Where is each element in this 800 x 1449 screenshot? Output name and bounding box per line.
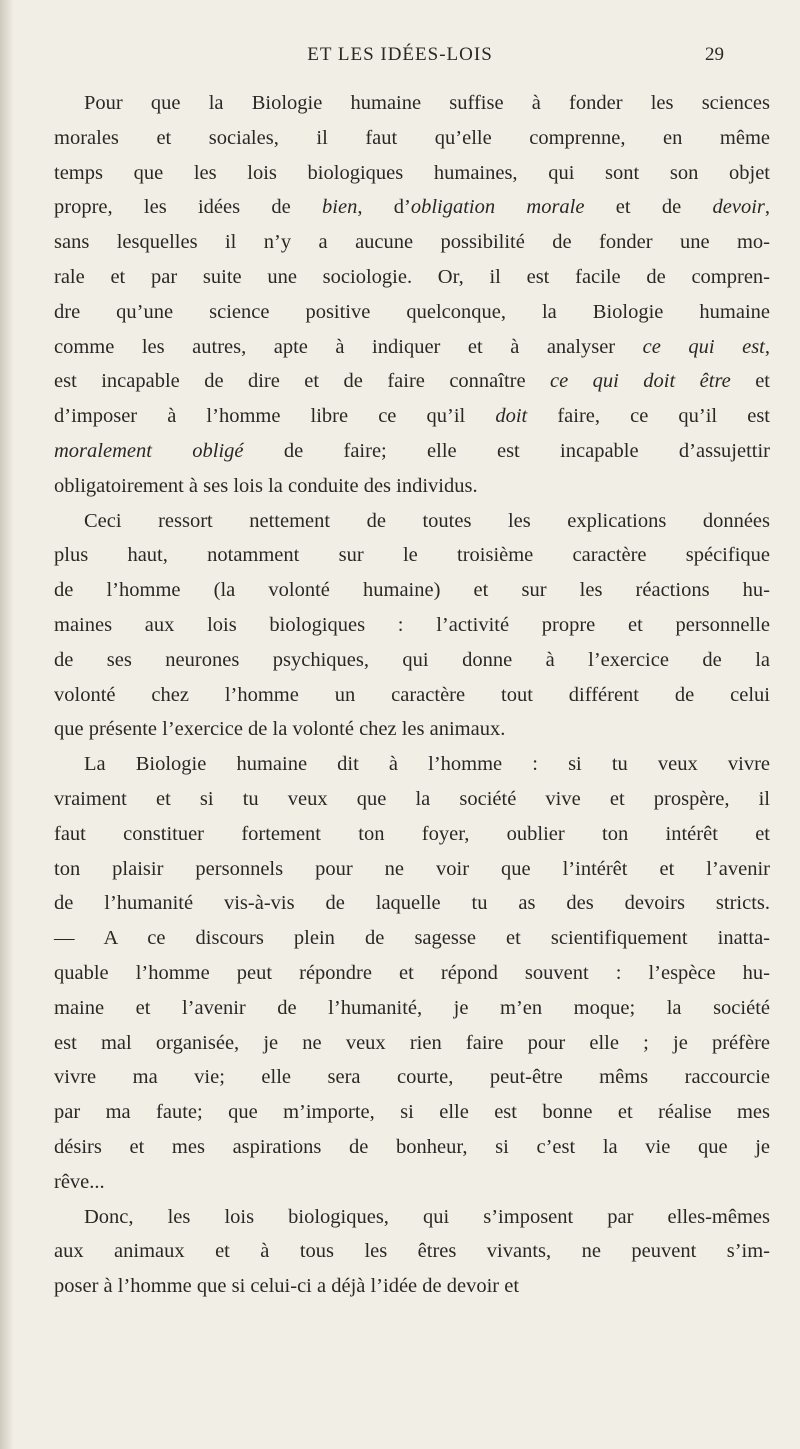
text-line: de ses neurones psychiques, qui donne à l’exercice de la <box>54 648 770 671</box>
text-line: de l’humanité vis-à-vis de laquelle tu as des devoirs stricts. <box>54 892 770 915</box>
text-line: quable l’homme peut répondre et répond souvent : l’espèce hu- <box>54 961 770 984</box>
text-line: aux animaux et à tous les êtres vivants, ne peuvent s’im- <box>54 1240 770 1263</box>
text-line: Ceci ressort nettement de toutes les explications données <box>84 509 770 532</box>
paragraph <box>54 747 770 1199</box>
text-line: rêve... <box>54 1170 105 1193</box>
text-line: vivre ma vie; elle sera courte, peut-être mêms raccourcie <box>54 1066 770 1089</box>
text-line: comme les autres, apte à indiquer et à analyser ce qui est, <box>54 335 770 358</box>
text-line: poser à l’homme que si celui-ci a déjà l’idée de devoir et <box>54 1275 520 1298</box>
text-line: La Biologie humaine dit à l’homme : si tu veux vivre <box>84 753 770 776</box>
page-edge-shadow <box>0 0 14 1449</box>
text-line: vraiment et si tu veux que la société vive et prospère, il <box>54 787 770 810</box>
text-line: sans lesquelles il n’y a aucune possibilité de fonder une mo- <box>54 231 770 254</box>
text-line: que présente l’exercice de la volonté chez les animaux. <box>54 718 506 741</box>
text-line: plus haut, notamment sur le troisième caractère spécifique <box>54 544 770 567</box>
text-line: maine et l’avenir de l’humanité, je m’en moque; la société <box>54 996 770 1019</box>
text-line: temps que les lois biologiques humaines, qui sont son objet <box>54 161 770 184</box>
text-line: Donc, les lois biologiques, qui s’imposent par elles-mêmes <box>84 1205 770 1228</box>
text-line: morales et sociales, il faut qu’elle comprenne, en même <box>54 126 770 149</box>
paragraph <box>54 86 770 504</box>
text-line: est mal organisée, je ne veux rien faire pour elle ; je préfère <box>54 1031 770 1054</box>
page-header <box>0 44 800 74</box>
paragraph <box>54 1200 770 1304</box>
paragraph <box>54 504 770 748</box>
text-line: rale et par suite une sociologie. Or, il est facile de compren- <box>54 265 770 288</box>
running-title: ET LES IDÉES-LOIS <box>307 44 493 65</box>
text-line: moralement obligé de faire; elle est incapable d’assujettir <box>54 439 771 462</box>
text-line: volonté chez l’homme un caractère tout différent de celui <box>54 683 770 706</box>
body-text <box>54 86 770 1304</box>
text-line: Pour que la Biologie humaine suffise à fonder les sciences <box>84 92 770 114</box>
text-line: ton plaisir personnels pour ne voir que l’intérêt et l’avenir <box>54 857 770 880</box>
text-line: faut constituer fortement ton foyer, oublier ton intérêt et <box>54 822 770 845</box>
text-line: est incapable de dire et de faire connaître ce qui doit être et <box>54 370 771 393</box>
text-line: dre qu’une science positive quelconque, la Biologie humaine <box>54 300 770 323</box>
text-line: désirs et mes aspirations de bonheur, si c’est la vie que je <box>54 1135 770 1158</box>
text-line: d’imposer à l’homme libre ce qu’il doit faire, ce qu’il est <box>54 405 770 428</box>
text-line: — A ce discours plein de sagesse et scientifiquement inatta- <box>54 927 770 950</box>
text-line: de l’homme (la volonté humaine) et sur les réactions hu- <box>54 579 770 602</box>
page-number: 29 <box>705 44 724 65</box>
text-line: obligatoirement à ses lois la conduite des individus. <box>54 474 478 497</box>
text-line: propre, les idées de bien, d’obligation morale et de devoir, <box>54 196 770 219</box>
text-line: par ma faute; que m’importe, si elle est bonne et réalise mes <box>54 1101 770 1124</box>
text-line: maines aux lois biologiques : l’activité propre et personnelle <box>54 613 770 636</box>
